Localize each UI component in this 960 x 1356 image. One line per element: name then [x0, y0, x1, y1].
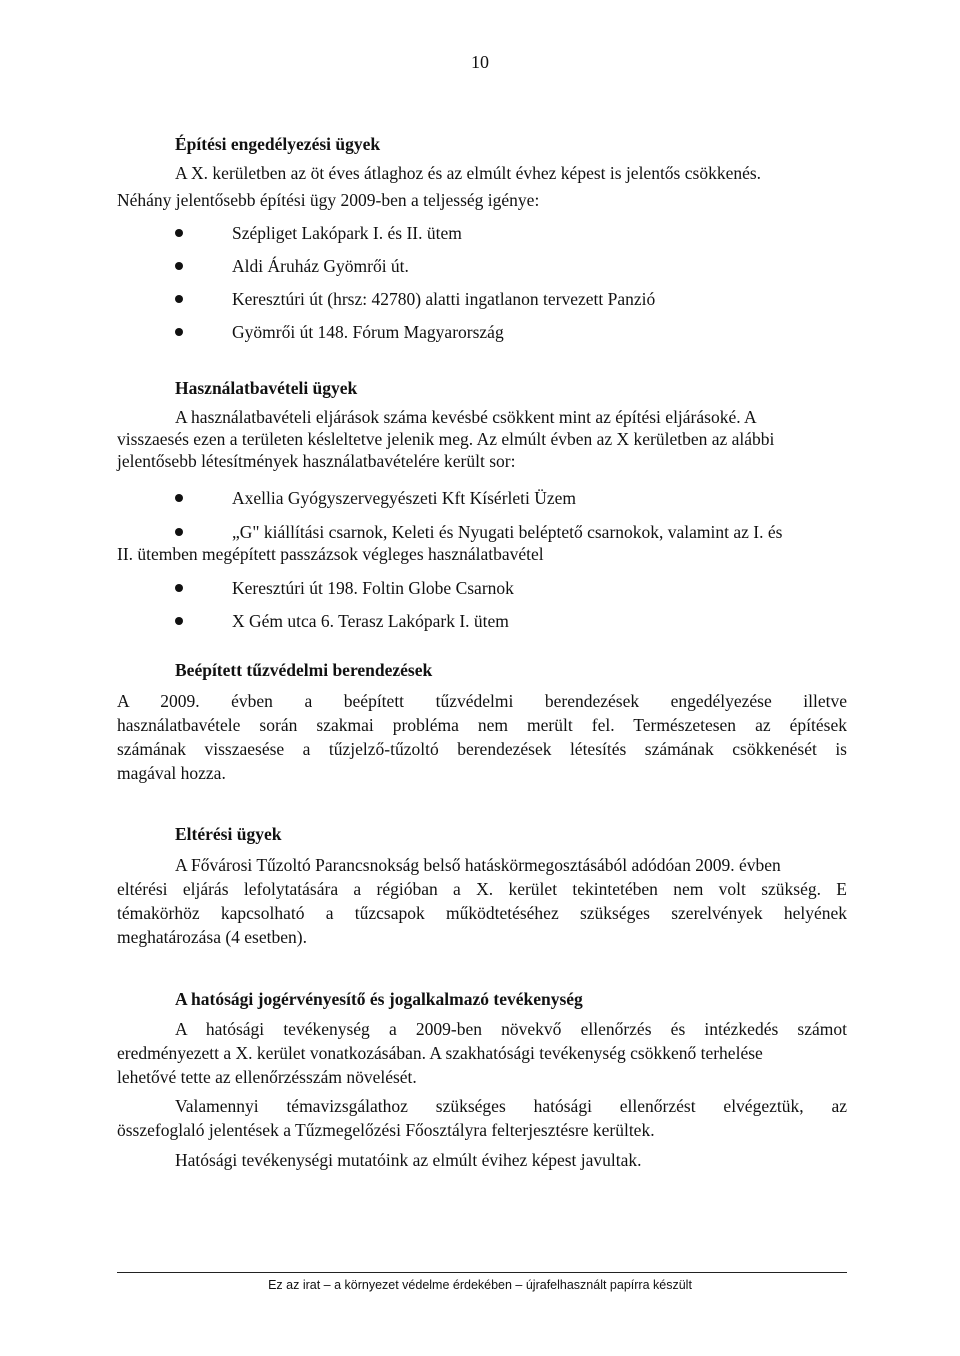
footer-divider	[117, 1272, 847, 1273]
bullet-icon	[175, 528, 183, 536]
paragraph-line: magával hozza.	[117, 763, 226, 783]
bullet-icon	[175, 584, 183, 592]
heading-hatosagi: A hatósági jogérvényesítő és jogalkalmazó tevékenység	[175, 989, 583, 1009]
paragraph-line: témakörhöz kapcsolható a tűzcsapok működtetéséhez szükséges szerelvények helyének	[117, 903, 847, 923]
paragraph-line: lehetővé tette az ellenőrzésszám növelését.	[117, 1067, 417, 1087]
page-number: 10	[471, 52, 489, 72]
paragraph-line: Valamennyi témavizsgálathoz szükséges hatósági ellenőrzést elvégeztük, az	[175, 1096, 847, 1116]
paragraph-line: A hatósági tevékenység a 2009-ben növekvő ellenőrzés és intézkedés számot	[175, 1019, 847, 1039]
paragraph-line: A Fővárosi Tűzoltó Parancsnokság belső hatáskörmegosztásából adódóan 2009. évben	[175, 855, 781, 875]
bullet-icon	[175, 262, 183, 270]
heading-hasznalatbaveteli: Használatbavételi ügyek	[175, 378, 358, 398]
paragraph-line: visszaesés ezen a területen késleltetve jelenik meg. Az elmúlt évben az X kerületben az alábbi	[117, 429, 775, 449]
bullet-icon	[175, 328, 183, 336]
paragraph-line: meghatározása (4 esetben).	[117, 927, 307, 947]
bullet-icon	[175, 494, 183, 502]
list-item: Gyömrői út 148. Fórum Magyarország	[232, 322, 504, 342]
list-item-continuation: II. ütemben megépített passzázsok végleges használatbavétel	[117, 544, 544, 564]
bullet-icon	[175, 295, 183, 303]
paragraph-line: A használatbavételi eljárások száma kevésbé csökkent mint az építési eljárásoké. A	[175, 407, 757, 427]
bullet-icon	[175, 617, 183, 625]
paragraph-line: jelentősebb létesítmények használatbavételére került sor:	[117, 451, 516, 471]
list-item: X Gém utca 6. Terasz Lakópark I. ütem	[232, 611, 509, 631]
list-item: Keresztúri út 198. Foltin Globe Csarnok	[232, 578, 514, 598]
list-item: Aldi Áruház Gyömrői út.	[232, 256, 409, 276]
paragraph-line: használatbavétele során szakmai probléma nem merült fel. Természetesen az építések	[117, 715, 847, 735]
heading-elteresi: Eltérési ügyek	[175, 824, 282, 844]
footer-note: Ez az irat – a környezet védelme érdekében – újrafelhasznált papírra készült	[268, 1278, 692, 1292]
paragraph-line: Néhány jelentősebb építési ügy 2009-ben a teljesség igénye:	[117, 190, 540, 210]
list-item: Keresztúri út (hrsz: 42780) alatti ingatlanon tervezett Panzió	[232, 289, 656, 309]
paragraph-line: eredményezett a X. kerület vonatkozásában. A szakhatósági tevékenység csökkenő terhelése	[117, 1043, 763, 1063]
list-item: „G" kiállítási csarnok, Keleti és Nyugati beléptető csarnokok, valamint az I. és	[232, 522, 783, 542]
list-item: Axellia Gyógyszervegyészeti Kft Kísérleti Üzem	[232, 488, 577, 508]
paragraph-line: számának visszaesése a tűzjelző-tűzoltó berendezések létesítés számának csökkenését is	[117, 739, 847, 759]
paragraph-line: összefoglaló jelentések a Tűzmegelőzési Főosztályra felterjesztésre kerültek.	[117, 1120, 655, 1140]
paragraph-line: eltérési eljárás lefolytatására a régióban a X. kerület tekintetében nem volt szükség. E	[117, 879, 847, 899]
paragraph-line: A 2009. évben a beépített tűzvédelmi berendezések engedélyezése illetve	[117, 691, 847, 711]
heading-epitesi: Építési engedélyezési ügyek	[175, 134, 381, 154]
list-item: Szépliget Lakópark I. és II. ütem	[232, 223, 462, 243]
paragraph-line: A X. kerületben az öt éves átlaghoz és az elmúlt évhez képest is jelentős csökkenés.	[175, 163, 762, 183]
bullet-icon	[175, 229, 183, 237]
heading-tuzvedelmi: Beépített tűzvédelmi berendezések	[175, 660, 433, 680]
paragraph-line: Hatósági tevékenységi mutatóink az elmúlt évihez képest javultak.	[175, 1150, 642, 1170]
